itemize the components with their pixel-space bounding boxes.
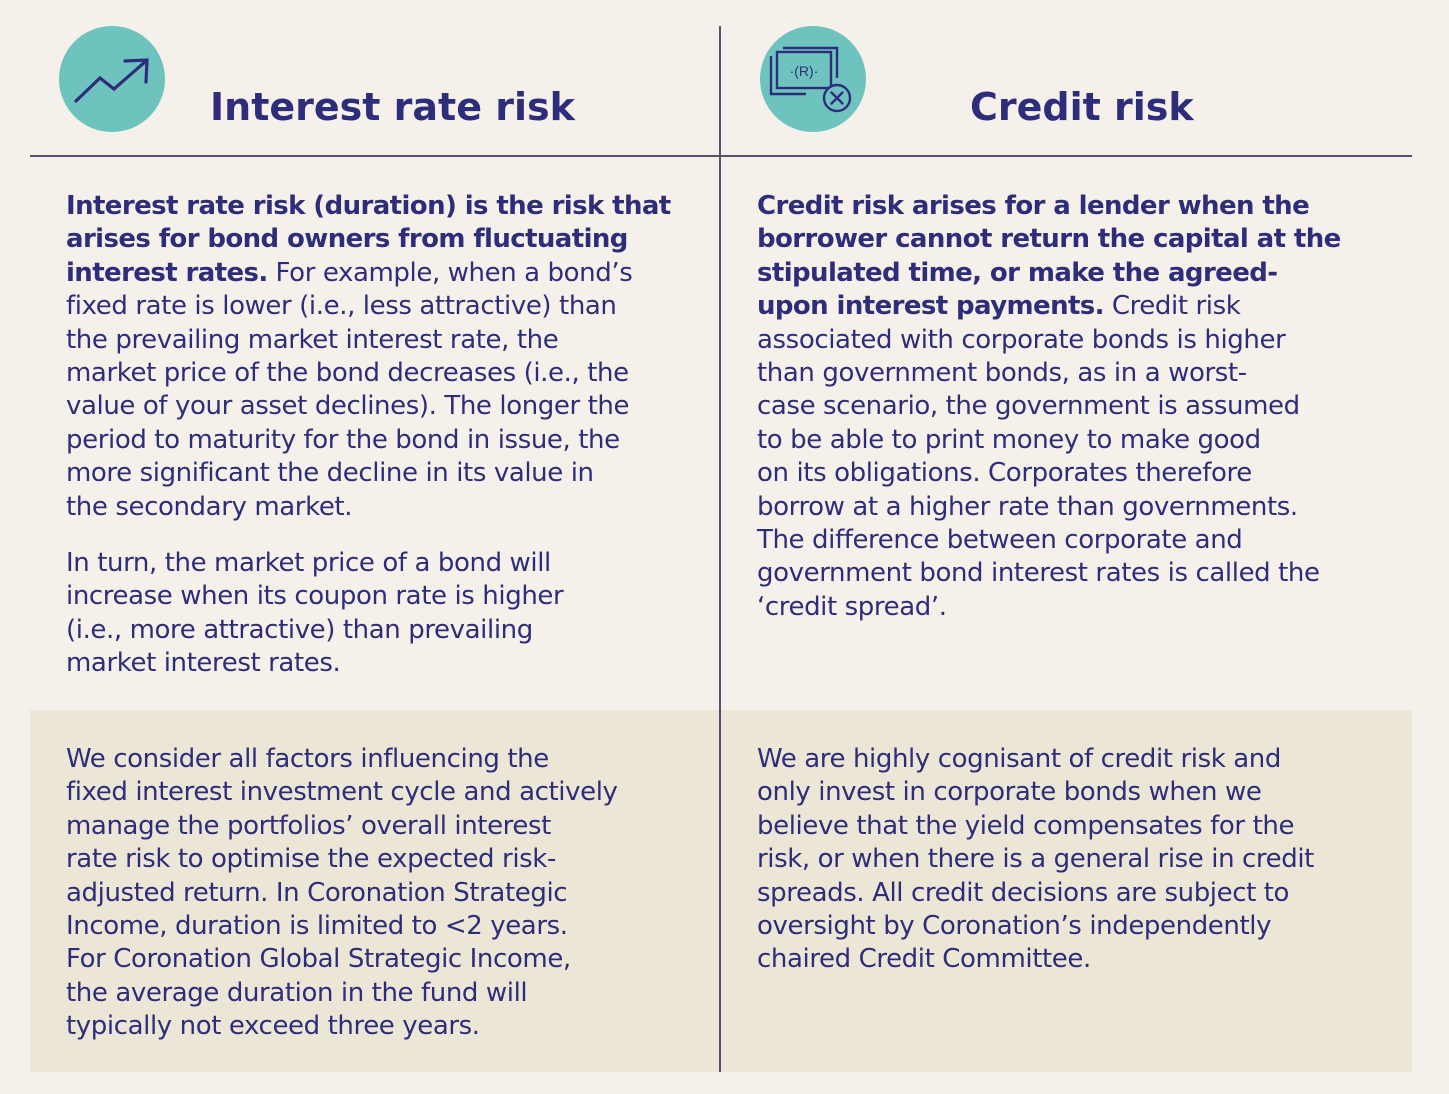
interest-rate-icon-badge bbox=[59, 26, 165, 132]
credit-risk-definition-bold: Credit risk arises for a lender when the borrower cannot return the capital at the stipulated time, or make the agreed- upon interest payments. bbox=[757, 191, 1341, 322]
credit-risk-icon-badge bbox=[760, 26, 866, 132]
credit-risk-definition bbox=[757, 190, 1407, 624]
rejected-banknote-icon bbox=[760, 26, 866, 132]
interest-rate-definition bbox=[66, 190, 706, 524]
interest-rate-paragraph-2: In turn, the market price of a bond will increase when its coupon rate is higher (i.e., more attractive) than prevailing market interest rates. bbox=[66, 548, 564, 679]
trend-arrow-up-icon bbox=[59, 26, 165, 132]
interest-rate-heading: Interest rate risk bbox=[210, 85, 575, 129]
credit-risk-approach: We are highly cognisant of credit risk and only invest in corporate bonds when we believe that the yield compensates for the risk, or when there is a general rise in credit spreads. All credit decisions are subject to oversight by Coronation’s independently chaired Credit Committee. bbox=[757, 744, 1314, 975]
column-divider bbox=[719, 26, 721, 1072]
banknote-glyph: ·(R)· bbox=[789, 63, 819, 79]
interest-rate-approach: We consider all factors influencing the fixed interest investment cycle and actively manage the portfolios’ overall interest rate risk to optimise the expected risk- adjusted return. In Coronation Strategic Income, duration is limited to <2 years. For Coronation Global Strategic Income, the average duration in the fund will typically not exceed three years. bbox=[66, 744, 618, 1042]
interest-rate-definition-rest: For example, when a bond’s fixed rate is lower (i.e., less attractive) than the prevailing market interest rate, the market price of the bond decreases (i.e., the value of your asset declines). The longer the period to maturity for the bond in issue, the more significant the decline in its value in the secondary market. bbox=[66, 257, 633, 522]
interest-rate-definition-bold: Interest rate risk (duration) is the risk that arises for bond owners from fluctuating interest rates. bbox=[66, 191, 671, 288]
header-divider bbox=[30, 155, 1412, 157]
credit-risk-heading: Credit risk bbox=[970, 85, 1194, 129]
credit-risk-definition-rest: Credit risk associated with corporate bonds is higher than government bonds, as in a worst- case scenario, the government is assumed to be able to print money to make good on its obligations. Corporates therefore borrow at a higher rate than governments. The difference between corporate and government bond interest rates is called the ‘credit spread’. bbox=[757, 291, 1320, 622]
